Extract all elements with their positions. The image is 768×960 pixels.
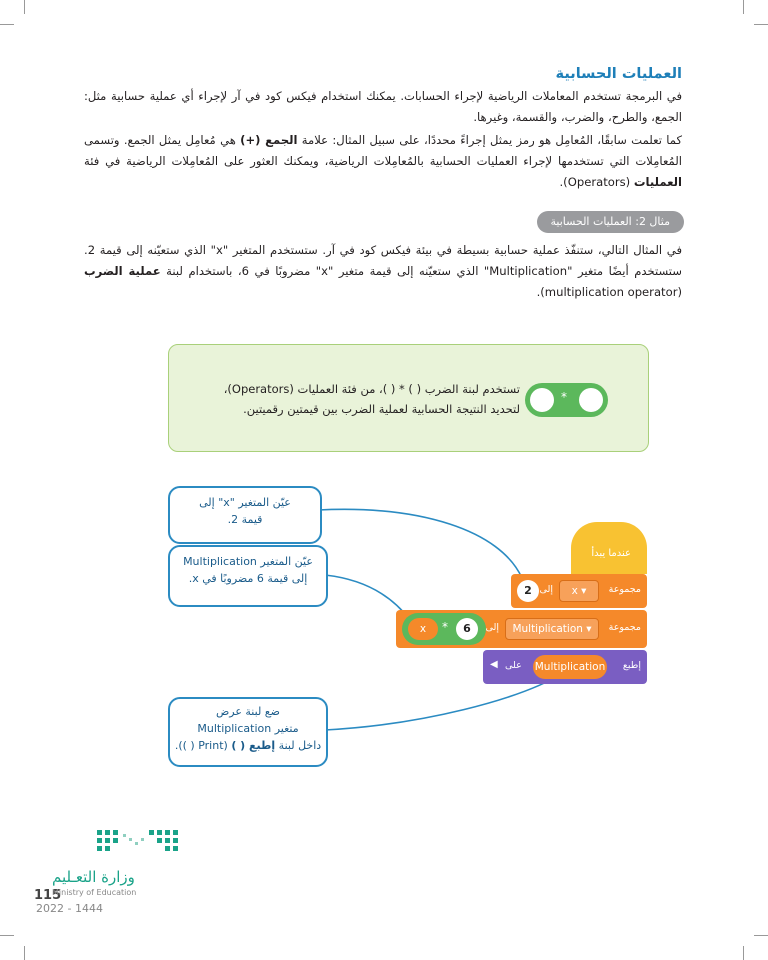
text-run: في المثال التالي، ستنفّذ عملية حسابية بسيطة في بيئة فيكس كود في آر. ستستخدم المتغير "x" الذي ستعيّنه إلى قيمة 2. ستستخدم أيضًا متغير "Multiplication" الذي ستعيّنه إلى قيمة متغير "x" مضروبًا في 6، باستخدام لبنة (84, 243, 682, 278)
callout-line: إلى قيمة 6 مضروبًا في x. (188, 572, 308, 585)
paragraph-intro: في البرمجة تستخدم المعاملات الرياضية لإجراء الحسابات. يمكنك استخدام فيكس كود في آر لإجراء أي عملية حسابية مثل: الجمع، والطرح، والضرب، والقسمة، وغيرها. (84, 89, 682, 124)
variable-dropdown-x[interactable] (559, 580, 599, 602)
crop-mark (754, 935, 768, 936)
callout-print (168, 697, 328, 767)
reporter-multiplication[interactable]: Multiplication (533, 655, 607, 679)
triangle-left-icon: ◀ (490, 659, 498, 670)
callout-set-multiplication (168, 545, 328, 607)
tip-line: لتحديد النتيجة الحسابية لعملية الضرب بين قيمتين رقميتين. (243, 402, 520, 416)
on-label: على (505, 660, 522, 671)
multiply-operator: * (561, 390, 567, 404)
when-started-block[interactable] (571, 522, 647, 574)
chevron-down-icon: ▾ (586, 623, 592, 635)
set-label: مجموعة (608, 584, 641, 595)
value-input-2[interactable]: 2 (517, 580, 539, 602)
crop-mark (743, 0, 744, 14)
set-multiplication-block[interactable] (396, 610, 647, 648)
to-label: إلى (485, 622, 499, 633)
crop-mark (24, 946, 25, 960)
paragraph-example (84, 240, 682, 303)
empty-slot (579, 388, 603, 412)
multiplication-block-illustration (525, 383, 608, 417)
set-label: مجموعة (608, 622, 641, 633)
text-run: (multiplication operator). (536, 285, 682, 299)
connector-line (318, 509, 522, 578)
empty-slot (530, 388, 554, 412)
text-run: (Print ( )). (174, 739, 232, 752)
page-number: 115 (34, 888, 62, 903)
academic-year: 2022 - 1444 (36, 902, 103, 915)
crop-mark (0, 24, 14, 25)
dropdown-value: Multiplication (512, 623, 583, 635)
reporter-x[interactable]: x (408, 618, 438, 640)
paragraph-operators (84, 130, 682, 193)
bold-term-print: إطبع ( ) (231, 739, 276, 752)
print-label: إطبع (622, 660, 641, 671)
text-run: كما تعلمت سابقًا، المُعامِل هو رمز يمثل إجراءً محددًا، على سبيل المثال: علامة (297, 133, 682, 147)
multiply-operator: * (442, 620, 448, 634)
example-label: مثال 2: العمليات الحسابية (537, 211, 684, 233)
tip-box (168, 344, 649, 452)
callout-line: قيمة 2. (227, 513, 263, 526)
crop-mark (24, 0, 25, 14)
multiplication-operator-block[interactable] (402, 613, 486, 645)
crop-mark (743, 946, 744, 960)
print-block[interactable] (483, 650, 647, 684)
crop-mark (0, 935, 14, 936)
ministry-name-arabic: وزارة التعـليم (52, 868, 135, 886)
section-title: العمليات الحسابية (555, 66, 682, 82)
tip-text (160, 379, 520, 419)
variable-dropdown-multiplication[interactable] (505, 618, 599, 640)
callout-set-x (168, 486, 322, 544)
crop-mark (754, 24, 768, 25)
set-x-block[interactable] (511, 574, 647, 608)
dropdown-value: x (571, 585, 578, 597)
bold-term-operators: العمليات (633, 175, 682, 189)
text-run: داخل لبنة (275, 739, 322, 752)
callout-line: عيّن المتغير "x" إلى (199, 496, 291, 509)
bold-term-addition: الجمع (+) (240, 133, 298, 147)
bold-term-multiplication: عملية الضرب (84, 264, 161, 278)
callout-line: متغير Multiplication (197, 722, 299, 735)
callout-line (170, 737, 326, 754)
text-run: (Operators). (559, 175, 634, 189)
chevron-down-icon: ▾ (581, 585, 587, 597)
to-label: إلى (539, 584, 553, 595)
value-input-6[interactable]: 6 (456, 618, 478, 640)
ministry-logo-icon (95, 828, 185, 864)
text-run: هي مُعامِل يمثل الجمع. وتسمى المُعامِلات التي تستخدمها لإجراء العمليات الحسابية بالمُعامِلات الرياضية، ويمكنك العثور على المُعامِلات الرياضية في فئة (84, 133, 682, 168)
ministry-name-english: Ministry of Education (52, 888, 137, 897)
callout-line: عيّن المتغير Multiplication (183, 555, 313, 568)
callout-line: ضع لبنة عرض (215, 705, 280, 718)
hat-label: عندما يبدأ (591, 548, 631, 559)
tip-line: تستخدم لبنة الضرب ( ) * ( )، من فئة العمليات (Operators)، (223, 382, 520, 396)
